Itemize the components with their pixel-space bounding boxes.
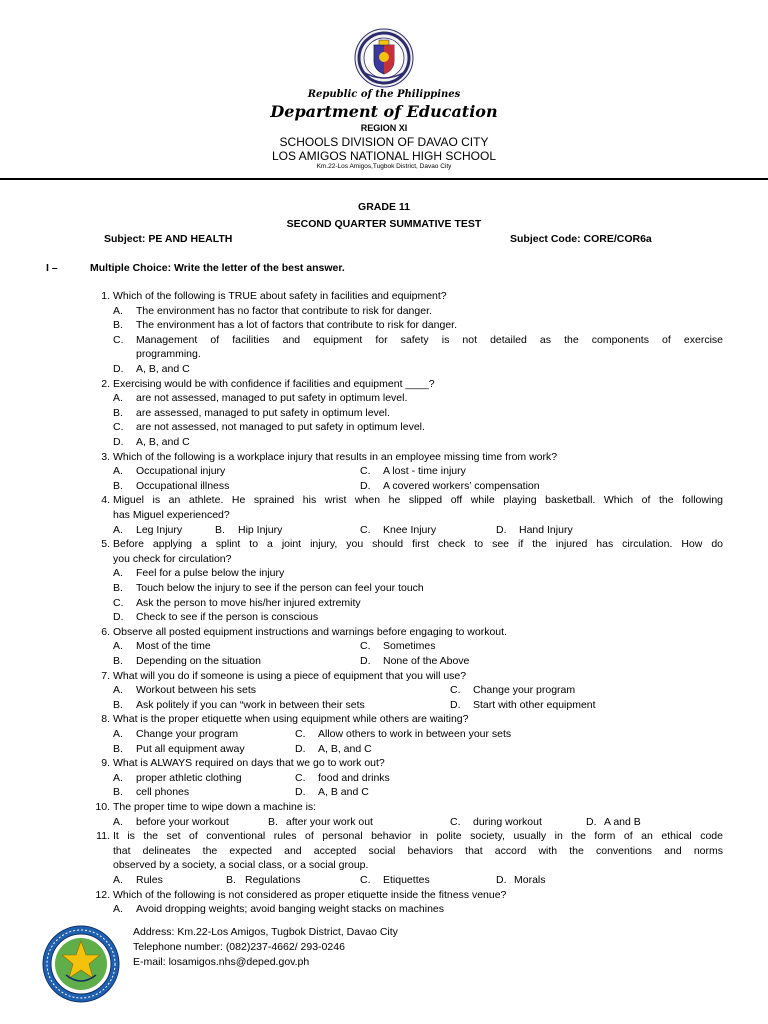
question-text: The proper time to wipe down a machine is:: [113, 801, 317, 813]
option-text: Most of the time: [136, 640, 211, 653]
option-letter: A.: [113, 304, 123, 317]
question-number: 9.: [101, 757, 110, 770]
school-heading: LOS AMIGOS NATIONAL HIGH SCHOOL: [271, 149, 497, 163]
option-letter: A.: [113, 567, 123, 580]
option-text: Check to see if the person is conscious: [136, 611, 319, 624]
option-letter: C.: [113, 333, 124, 346]
question-text: What is ALWAYS required on days that we go to work out?: [113, 757, 385, 770]
option-letter: D.: [496, 874, 507, 886]
option-letter: D.: [450, 698, 461, 711]
option-text: A lost - time injury: [383, 465, 466, 478]
option-text: Depending on the situation: [136, 655, 261, 667]
question-text: Exercising would be with confidence if facilities and equipment ____?: [113, 377, 435, 390]
question-text: Which of the following is TRUE about safety in facilities and equipment?: [113, 290, 447, 302]
option-text: A and B: [604, 815, 641, 828]
question-text: that delineates the expected and accepted social behaviors that accord with the conventions and norms: [113, 844, 723, 857]
option-text: A, B, and C: [136, 363, 190, 375]
option-letter: D.: [360, 479, 371, 492]
option-letter: A.: [113, 523, 123, 536]
option-letter: D.: [586, 815, 597, 828]
option-text: Hand Injury: [519, 523, 573, 536]
option-text: Allow others to work in between your sets: [318, 728, 512, 740]
republic-heading: Republic of the Philippines: [307, 89, 461, 100]
option-text: Occupational injury: [136, 465, 226, 478]
question-number: 1.: [101, 290, 110, 302]
footer-email: E-mail: losamigos.nhs@deped.gov.ph: [133, 956, 310, 968]
option-text: Change your program: [136, 728, 239, 740]
option-text: Start with other equipment: [473, 698, 596, 711]
footer-address: Address: Km.22-Los Amigos, Tugbok District, Davao City: [133, 926, 398, 938]
option-letter: B.: [113, 479, 123, 492]
section-number: I –: [46, 262, 58, 274]
division-heading: SCHOOLS DIVISION OF DAVAO CITY: [279, 135, 489, 149]
question-text: Miguel is an athlete. He sprained his wrist when he slipped off while playing basketball. Which of the following: [113, 494, 723, 507]
option-letter: B.: [113, 319, 123, 332]
deped-seal-logo: [345, 28, 423, 88]
option-text: Ask politely if you can “work in between their sets: [136, 698, 365, 711]
test-title: SECOND QUARTER SUMMATIVE TEST: [286, 218, 482, 230]
question-text: What is the proper etiquette when using equipment while others are waiting?: [113, 713, 469, 726]
option-letter: A.: [113, 771, 123, 784]
option-letter: D.: [496, 523, 507, 536]
option-text: food and drinks: [318, 771, 390, 784]
option-letter: D.: [295, 786, 306, 799]
option-text: are not assessed, not managed to put safety in optimum level.: [136, 421, 425, 434]
section-instruction: Multiple Choice: Write the letter of the best answer.: [90, 262, 345, 274]
question-text: has Miguel experienced?: [113, 509, 230, 521]
option-text: cell phones: [136, 786, 190, 799]
option-letter: D.: [295, 742, 306, 755]
option-letter: D.: [113, 611, 124, 624]
option-text: Change your program: [473, 684, 576, 697]
option-text: Workout between his sets: [136, 684, 257, 697]
option-letter: B.: [113, 786, 123, 799]
option-text: Management of facilities and equipment for safety is not detailed as the components of exercise: [136, 333, 723, 346]
option-letter: A.: [113, 815, 123, 828]
option-text: Put all equipment away: [136, 742, 245, 755]
option-text: Leg Injury: [136, 523, 183, 536]
option-letter: C.: [360, 465, 371, 478]
question-text: Which of the following is not considered as proper etiquette inside the fitness venue?: [113, 888, 507, 901]
option-letter: C.: [113, 421, 124, 434]
option-text: Ask the person to move his/her injured extremity: [136, 596, 361, 609]
question-text: It is the set of conventional rules of personal behavior in polite society, usually in the form of an ethical code: [113, 830, 723, 843]
option-letter: D.: [360, 655, 371, 667]
option-text: Feel for a pulse below the injury: [136, 567, 285, 580]
option-text: Sometimes: [383, 640, 436, 653]
option-letter: B.: [215, 523, 225, 536]
option-text: Touch below the injury to see if the person can feel your touch: [136, 582, 424, 594]
region-heading: REGION XI: [360, 123, 408, 133]
option-text: are not assessed, managed to put safety in optimum level.: [136, 392, 408, 405]
question-number: 5.: [101, 538, 110, 551]
option-text: programming.: [136, 348, 201, 361]
option-text: Rules: [136, 874, 163, 886]
question-text: observed by a society, a social class, or a social group.: [113, 859, 369, 872]
question-text: Observe all posted equipment instructions and warnings before engaging to workout.: [113, 625, 507, 638]
question-number: 3.: [101, 450, 110, 463]
option-letter: A.: [113, 903, 123, 916]
question-number: 10.: [95, 801, 110, 813]
option-letter: B.: [226, 874, 236, 886]
question-number: 7.: [101, 669, 110, 682]
option-letter: C.: [360, 874, 371, 886]
question-text: What will you do if someone is using a piece of equipment that you will use?: [113, 669, 467, 682]
option-letter: A.: [113, 728, 123, 740]
option-letter: B.: [113, 655, 123, 667]
option-text: A covered workers’ compensation: [383, 479, 540, 492]
subject-code-label: Subject Code: CORE/COR6a: [510, 233, 652, 245]
option-letter: D.: [113, 363, 124, 375]
subject-label: Subject: PE AND HEALTH: [104, 233, 233, 245]
question-number: 12.: [95, 888, 110, 901]
option-text: The environment has a lot of factors that contribute to risk for danger.: [136, 319, 458, 332]
question-number: 4.: [101, 494, 110, 507]
option-letter: B.: [113, 742, 123, 755]
option-letter: B.: [113, 406, 123, 419]
option-text: after your work out: [286, 815, 373, 828]
question-text: Which of the following is a workplace injury that results in an employee missing time from work?: [113, 450, 558, 463]
option-text: are assessed, managed to put safety in optimum level.: [136, 406, 390, 419]
option-letter: A.: [113, 874, 123, 886]
option-text: The environment has no factor that contribute to risk for danger.: [136, 304, 432, 317]
school-address: Km.22-Los Amigos,Tugbok District, Davao City: [316, 163, 452, 170]
question-text: Before applying a splint to a joint injury, you should first check to see if the injured has circulation. How do: [113, 538, 723, 551]
option-letter: C.: [450, 815, 461, 828]
option-text: Avoid dropping weights; avoid banging weight stacks on machines: [136, 903, 444, 916]
question-number: 11.: [96, 830, 110, 843]
option-text: Hip Injury: [238, 523, 283, 536]
option-text: Regulations: [245, 874, 301, 886]
option-letter: C.: [295, 728, 306, 740]
question-text: you check for circulation?: [113, 552, 232, 565]
option-letter: C.: [450, 684, 461, 697]
option-letter: C.: [113, 596, 124, 609]
option-letter: B.: [268, 815, 278, 828]
question-number: 6.: [101, 625, 110, 638]
option-text: before your workout: [136, 815, 229, 828]
grade-title: GRADE 11: [358, 201, 410, 213]
option-text: None of the Above: [383, 655, 470, 667]
option-letter: A.: [113, 684, 123, 697]
option-letter: A.: [113, 465, 123, 478]
option-letter: C.: [295, 771, 306, 784]
option-letter: C.: [360, 640, 371, 653]
option-letter: B.: [113, 698, 123, 711]
option-text: during workout: [473, 815, 542, 828]
header-divider: [0, 178, 768, 180]
option-text: Etiquettes: [383, 874, 430, 886]
option-letter: C.: [360, 523, 371, 536]
option-text: Morals: [514, 874, 546, 886]
department-heading: Department of Education: [270, 102, 498, 121]
option-text: A, B, and C: [136, 436, 190, 448]
option-text: A, B, and C: [318, 742, 372, 755]
option-text: Knee Injury: [383, 523, 437, 536]
option-letter: D.: [113, 436, 124, 448]
option-letter: A.: [113, 640, 123, 653]
footer-telephone: Telephone number: (082)237-4662/ 293-0246: [133, 941, 345, 953]
option-text: proper athletic clothing: [136, 771, 242, 784]
school-seal-logo: [42, 925, 120, 1003]
option-letter: A.: [113, 392, 123, 405]
question-number: 8.: [101, 713, 110, 726]
option-text: Occupational illness: [136, 479, 230, 492]
option-text: A, B and C: [318, 786, 369, 799]
option-letter: B.: [113, 582, 123, 594]
question-number: 2.: [101, 377, 110, 390]
